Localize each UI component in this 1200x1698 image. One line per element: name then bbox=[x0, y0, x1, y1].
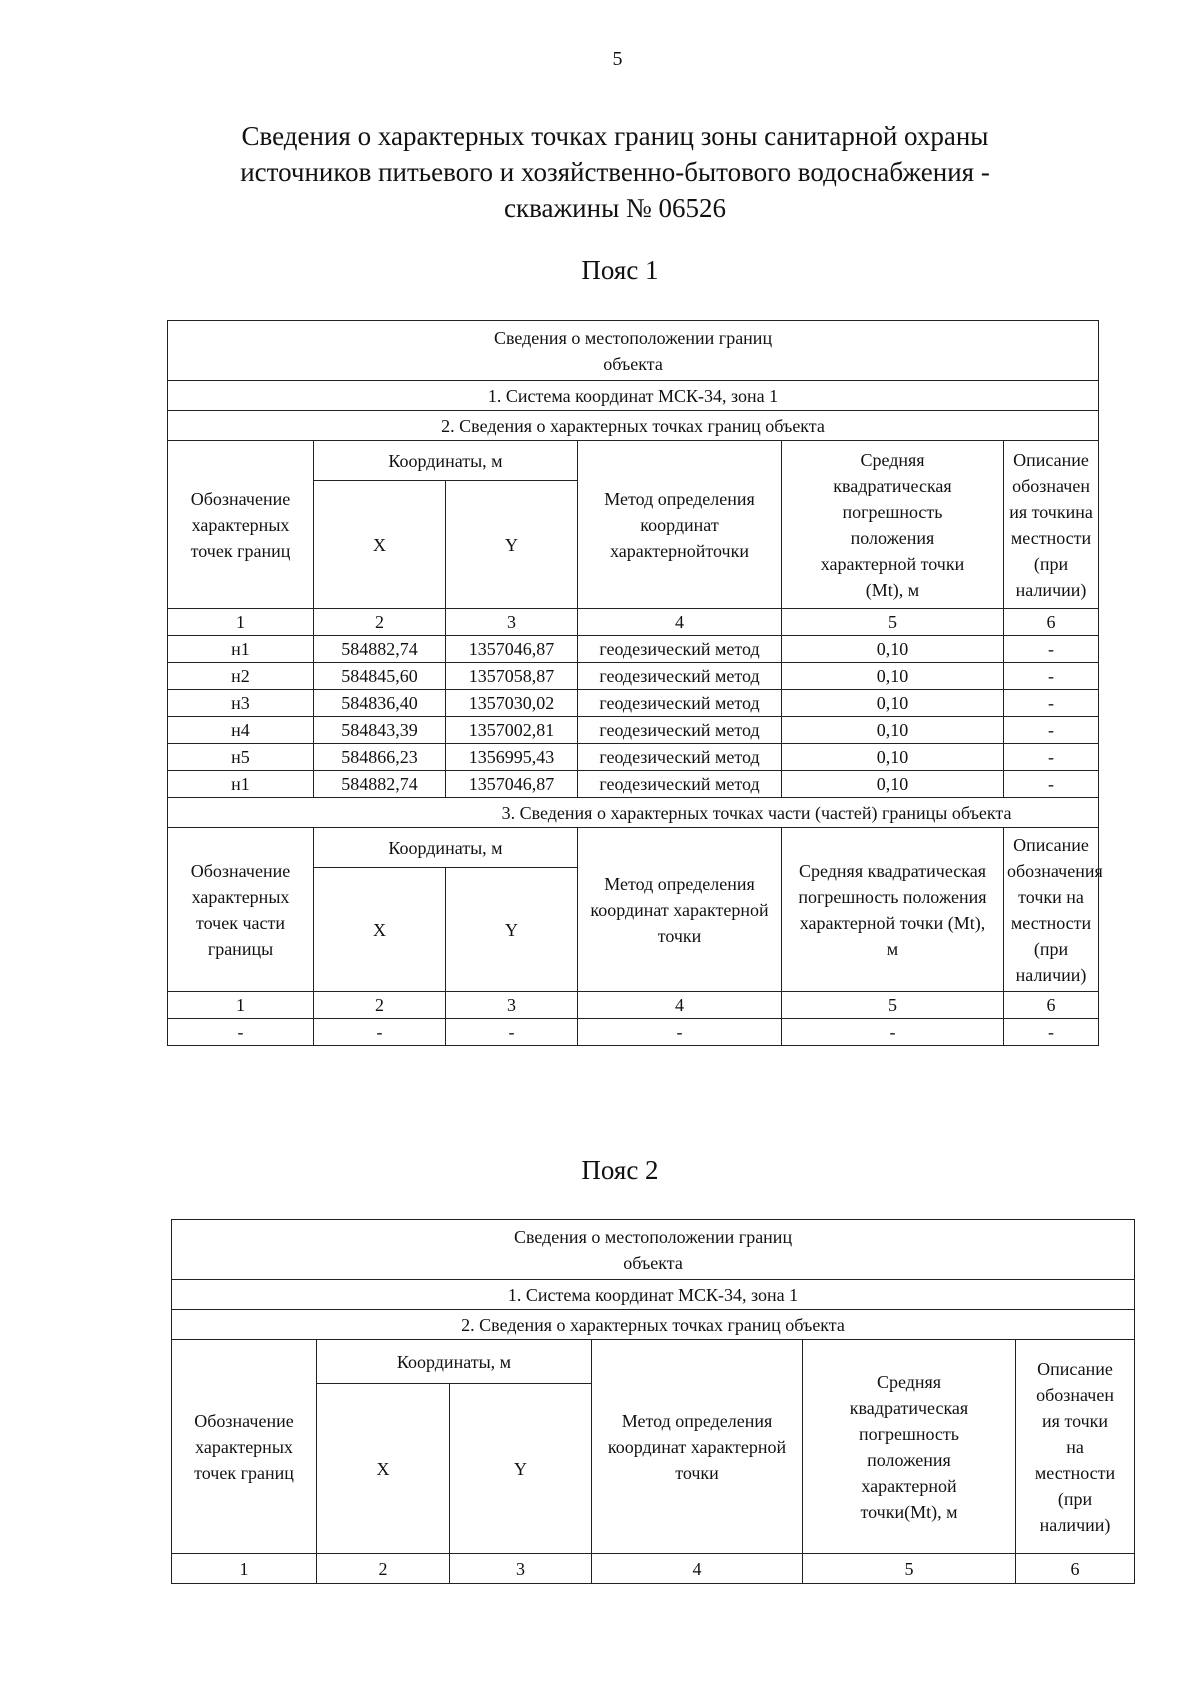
document-title bbox=[200, 118, 1030, 226]
table-row: н4 584843,39 1357002,81 геодезический метод 0,10 - bbox=[168, 717, 1099, 744]
header-coordinates: Координаты, м bbox=[317, 1340, 592, 1384]
column-numbers: 1 2 3 4 5 6 bbox=[172, 1554, 1135, 1584]
header-y: Y bbox=[450, 1384, 592, 1554]
header-method: Метод определения координат характерной точки bbox=[592, 1340, 803, 1554]
coordinate-system: 1. Система координат МСК-34, зона 1 bbox=[172, 1280, 1135, 1310]
header3-error: Средняя квадратическая погрешность положения характерной точки (Mt), м bbox=[782, 828, 1004, 992]
table-row: н5 584866,23 1356995,43 геодезический метод 0,10 - bbox=[168, 744, 1099, 771]
table-row: н1 584882,74 1357046,87 геодезический метод 0,10 - bbox=[168, 771, 1099, 798]
table-row: н3 584836,40 1357030,02 геодезический метод 0,10 - bbox=[168, 690, 1099, 717]
coordinate-system: 1. Система координат МСК-34, зона 1 bbox=[168, 381, 1099, 411]
belt-1-table bbox=[167, 320, 1103, 1046]
header-designation: Обозначение характерных точек границ bbox=[168, 441, 314, 609]
section-2-title: 2. Сведения о характерных точках границ объекта bbox=[168, 411, 1099, 441]
header3-y: Y bbox=[446, 868, 578, 992]
header-description: Описание обозначен ия точки на местности (при наличии) bbox=[1016, 1340, 1135, 1554]
table-row: - - - - - - bbox=[168, 1019, 1099, 1046]
header-x: X bbox=[317, 1384, 450, 1554]
location-header: Сведения о местоположении границ объекта bbox=[168, 321, 1099, 381]
title-line: Сведения о характерных точках границ зоны санитарной охраны bbox=[241, 121, 989, 151]
page-number: 5 bbox=[612, 48, 623, 70]
header-method: Метод определения координат характернойточки bbox=[578, 441, 782, 609]
header-designation: Обозначение характерных точек границ bbox=[172, 1340, 317, 1554]
section-2-title: 2. Сведения о характерных точках границ объекта bbox=[172, 1310, 1135, 1340]
header3-coordinates: Координаты, м bbox=[314, 828, 578, 868]
header-coordinates: Координаты, м bbox=[314, 441, 578, 481]
belt-1-heading: Пояс 1 bbox=[581, 255, 659, 285]
header-y: Y bbox=[446, 481, 578, 609]
location-header: Сведения о местоположении границ объекта bbox=[172, 1220, 1135, 1280]
header3-designation: Обозначение характерных точек части границы bbox=[168, 828, 314, 992]
header-x: X bbox=[314, 481, 446, 609]
title-line: источников питьевого и хозяйственно-бытового водоснабжения - bbox=[240, 157, 990, 187]
header-error: Средняя квадратическая погрешность положения характерной точки (Mt), м bbox=[782, 441, 1004, 609]
belt-2-table bbox=[171, 1219, 1135, 1584]
column-numbers: 1 2 3 4 5 6 bbox=[168, 609, 1099, 636]
title-line: скважины № 06526 bbox=[504, 193, 726, 223]
header3-x: X bbox=[314, 868, 446, 992]
belt-2-heading: Пояс 2 bbox=[581, 1155, 659, 1185]
header3-description: Описание обозначения точки на местности (при наличии) bbox=[1004, 828, 1099, 992]
section-3-title: 3. Сведения о характерных точках части (частей) границы объекта bbox=[168, 798, 1099, 828]
header3-method: Метод определения координат характерной точки bbox=[578, 828, 782, 992]
header-error: Средняя квадратическая погрешность положения характерной точки(Mt), м bbox=[803, 1340, 1016, 1554]
table-row: н2 584845,60 1357058,87 геодезический метод 0,10 - bbox=[168, 663, 1099, 690]
header-description: Описание обозначен ия точкина местности (при наличии) bbox=[1004, 441, 1099, 609]
column-numbers-3: 1 2 3 4 5 6 bbox=[168, 992, 1099, 1019]
table-row: н1 584882,74 1357046,87 геодезический метод 0,10 - bbox=[168, 636, 1099, 663]
